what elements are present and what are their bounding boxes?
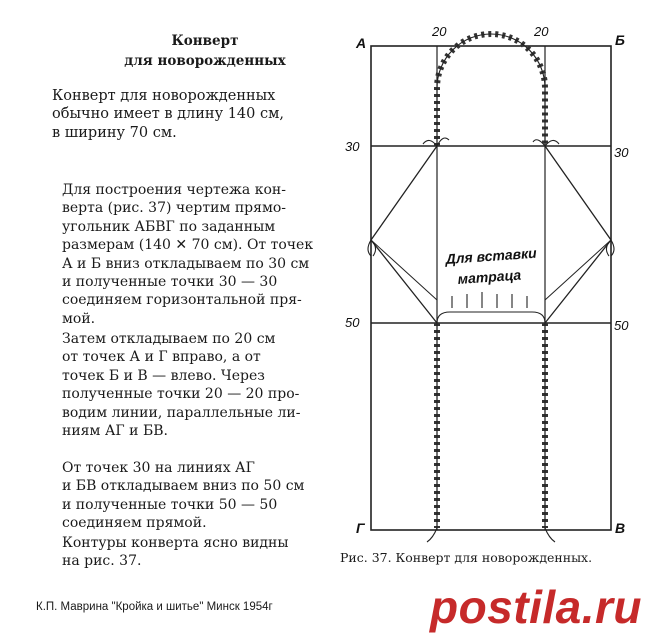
ties: [368, 138, 614, 542]
source-citation: К.П. Маврина "Кройка и шитье" Минск 1954г: [36, 601, 273, 613]
fifty-paragraph: От точек 30 на линиях АГ и БВ откладываем вниз по 50 см и полученные точки 50 — 50 соединяем прямой.: [62, 460, 305, 532]
corner-label-b: Б: [615, 32, 625, 48]
right-50-label: 50: [614, 318, 629, 333]
left-flap-outline: [371, 146, 437, 323]
outer-rectangle: [371, 46, 611, 530]
top-right-20-label: 20: [534, 24, 549, 39]
corner-label-a: А: [356, 35, 367, 51]
contours-paragraph: Контуры конверта ясно видны на рис. 37.: [62, 535, 289, 570]
offset-paragraph: Затем откладываем по 20 см от точек А и Г вправо, а от точек Б и В — влево. Через полученные точки 20 — 20 про- водим линии, параллельные ли- ниям АГ и БВ.: [62, 331, 301, 440]
right-flap-outline: [545, 146, 611, 323]
intro-paragraph: Конверт для новорожденных обычно имеет в длину 140 см, в ширину 70 см.: [52, 88, 284, 141]
mattress-note-line-1: Для вставки: [445, 244, 538, 267]
mattress-note-line-2: матраца: [457, 266, 522, 287]
left-30-label: 30: [345, 139, 360, 154]
watermark-logo: postila.ru: [430, 581, 643, 633]
corner-label-v: В: [615, 520, 626, 536]
left-50-label: 50: [345, 315, 360, 330]
construction-paragraph: Для построения чертежа кон- верта (рис. 37) чертим прямо- угольник АБВГ по заданным размерам (140 ✕ 70 см). От точек А и Б вниз откладываем по 30 см и полученные точки 30 — 30 соединяем горизонтальной пря- мой.: [62, 182, 314, 327]
figure-caption: Рис. 37. Конверт для новорожденных.: [340, 550, 593, 565]
corner-label-g: Г: [356, 520, 365, 536]
heading-line-1: Конверт: [171, 33, 239, 49]
heading-line-2: для новорожденных: [124, 53, 286, 69]
right-fold-line: [545, 240, 611, 300]
right-30-label: 30: [614, 145, 629, 160]
mattress-arrows: [452, 292, 527, 308]
top-left-20-label: 20: [432, 24, 447, 39]
left-fold-line: [371, 240, 437, 300]
